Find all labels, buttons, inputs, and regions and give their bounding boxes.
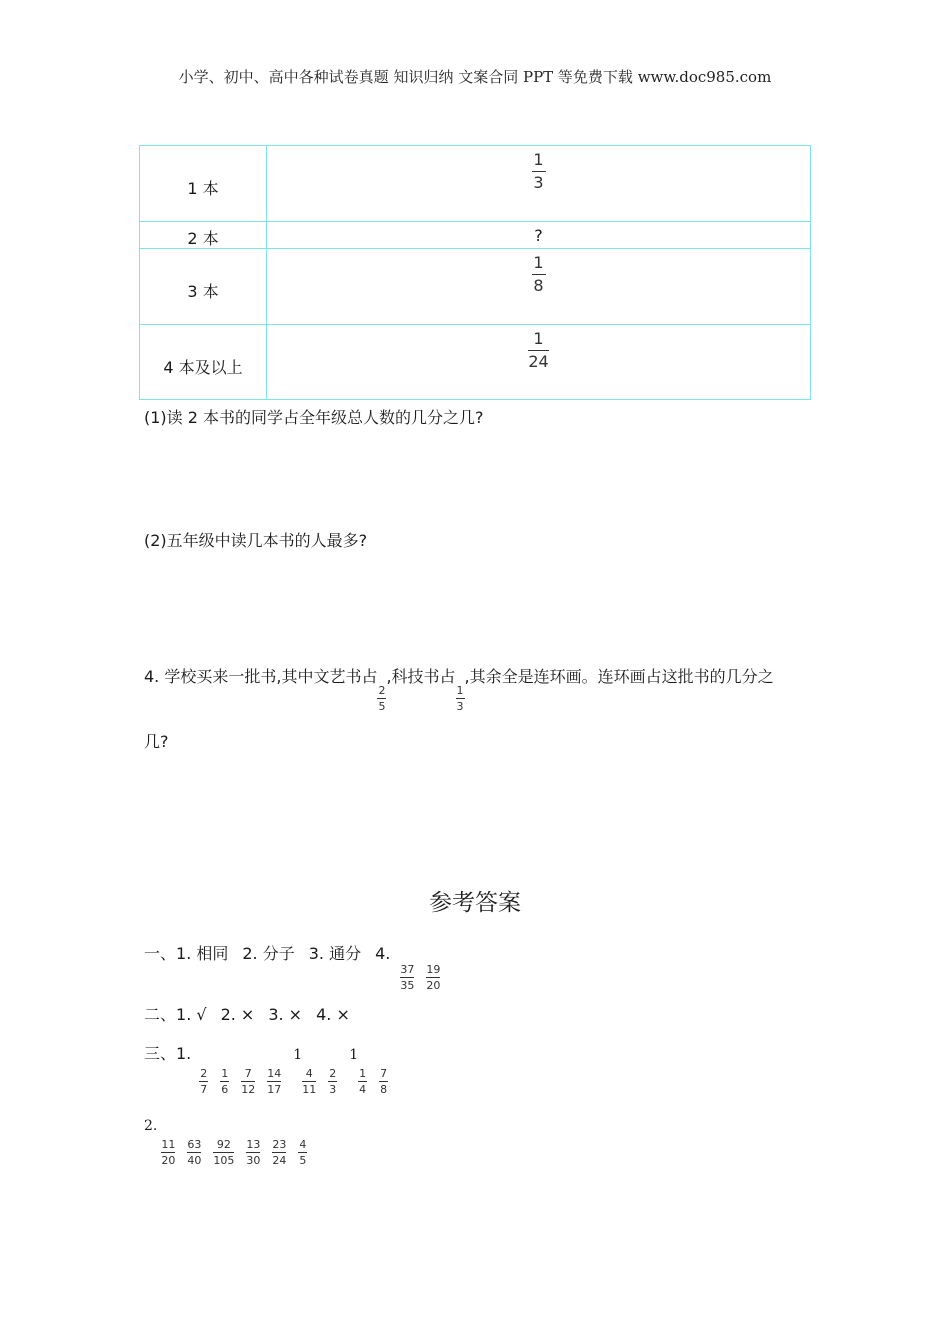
fraction: $\frac{1}{24}$ [528, 329, 549, 371]
answers-title: 参考答案 [429, 890, 521, 916]
fraction: $\frac{7}{8}$ [380, 1067, 388, 1096]
fraction: $\frac{1}{4}$ [359, 1067, 367, 1096]
fraction: $\frac{11}{20}$ [161, 1138, 176, 1167]
fraction-cell [267, 255, 810, 294]
fraction: $\frac{4}{5}$ [299, 1138, 307, 1167]
books-cell: 1 本 [187, 179, 219, 198]
fraction-cell: ? [534, 226, 543, 245]
fraction: $\frac{2}{5}$ [378, 684, 386, 713]
table-row [140, 325, 810, 399]
books-cell: 4 本及以上 [163, 358, 243, 377]
fraction: $\frac{37}{35}$ [400, 963, 415, 992]
answer-item: 2. × [220, 1005, 255, 1024]
mixed-whole: 1 [349, 1047, 359, 1063]
fraction: $\frac{1}{8}$ [533, 253, 544, 295]
table-row [140, 146, 810, 222]
fraction: $\frac{23}{24}$ [272, 1138, 287, 1167]
page-header: 小学、初中、高中各种试卷真题 知识归纳 文案合同 PPT 等免费下载 www.doc985.com [178, 68, 772, 86]
answers-section-1: 一、1. 相同 2. 分子 3. 通分 4. $\frac{37}{35}$ $\frac{19}{20}$ [144, 944, 441, 992]
fraction: $\frac{2}{3}$ [329, 1067, 337, 1096]
fraction: $\frac{1}{3}$ [533, 150, 544, 192]
fraction: $\frac{92}{105}$ [213, 1138, 235, 1167]
answer-item: 1. √ [176, 1005, 207, 1024]
answer-item: 2. 分子 [242, 944, 295, 963]
fraction: $\frac{14}{17}$ [267, 1067, 282, 1096]
answers-section-3: 三、1. $\frac{2}{7}$ $\frac{1}{6}$ $\frac{7}{12}$ $\frac{14}{17}$ 1 $\frac{4}{11}$ $\frac{2}{3}$ 1 $\frac{1}{4}$ $\frac{7}{8}$ [144, 1044, 388, 1096]
mixed-whole: 1 [293, 1047, 303, 1063]
question-4-cont: 几? [144, 732, 169, 751]
answer-item: 4. [375, 944, 391, 963]
answers-section-4: 2. $\frac{11}{20}$ $\frac{63}{40}$ $\frac{92}{105}$ $\frac{13}{30}$ $\frac{23}{24}$ $\frac{4}{5}$ [144, 1118, 307, 1167]
table-row [140, 222, 810, 249]
question-2: (2)五年级中读几本书的人最多? [144, 531, 368, 550]
books-cell: 2 本 [187, 229, 219, 248]
question-4: 4. 学校买来一批书,其中文艺书占 $\frac{2}{5}$ ,科技书占 $\frac{1}{3}$ ,其余全是连环画。连环画占这批书的几分之 [144, 667, 774, 713]
books-cell: 3 本 [187, 282, 219, 301]
answers-section-2: 二、1. √ 2. × 3. × 4. × [144, 1005, 350, 1024]
fraction: $\frac{4}{11}$ [302, 1067, 317, 1096]
answer-item: 3. × [268, 1005, 303, 1024]
answer-item: 3. 通分 [308, 944, 362, 963]
fraction: $\frac{1}{6}$ [221, 1067, 229, 1096]
fraction: $\frac{7}{12}$ [241, 1067, 256, 1096]
answer-item: 4. × [316, 1005, 350, 1024]
fraction: $\frac{63}{40}$ [187, 1138, 202, 1167]
fraction-cell [267, 152, 810, 191]
fraction: $\frac{19}{20}$ [426, 963, 441, 992]
fraction-cell [267, 331, 810, 370]
fraction: $\frac{13}{30}$ [246, 1138, 261, 1167]
fraction: $\frac{1}{3}$ [456, 684, 464, 713]
table-row [140, 249, 810, 325]
answer-item: 1. 相同 [176, 944, 229, 963]
reading-table [139, 145, 811, 400]
fraction: $\frac{2}{7}$ [200, 1067, 208, 1096]
question-1: (1)读 2 本书的同学占全年级总人数的几分之几? [144, 408, 484, 427]
